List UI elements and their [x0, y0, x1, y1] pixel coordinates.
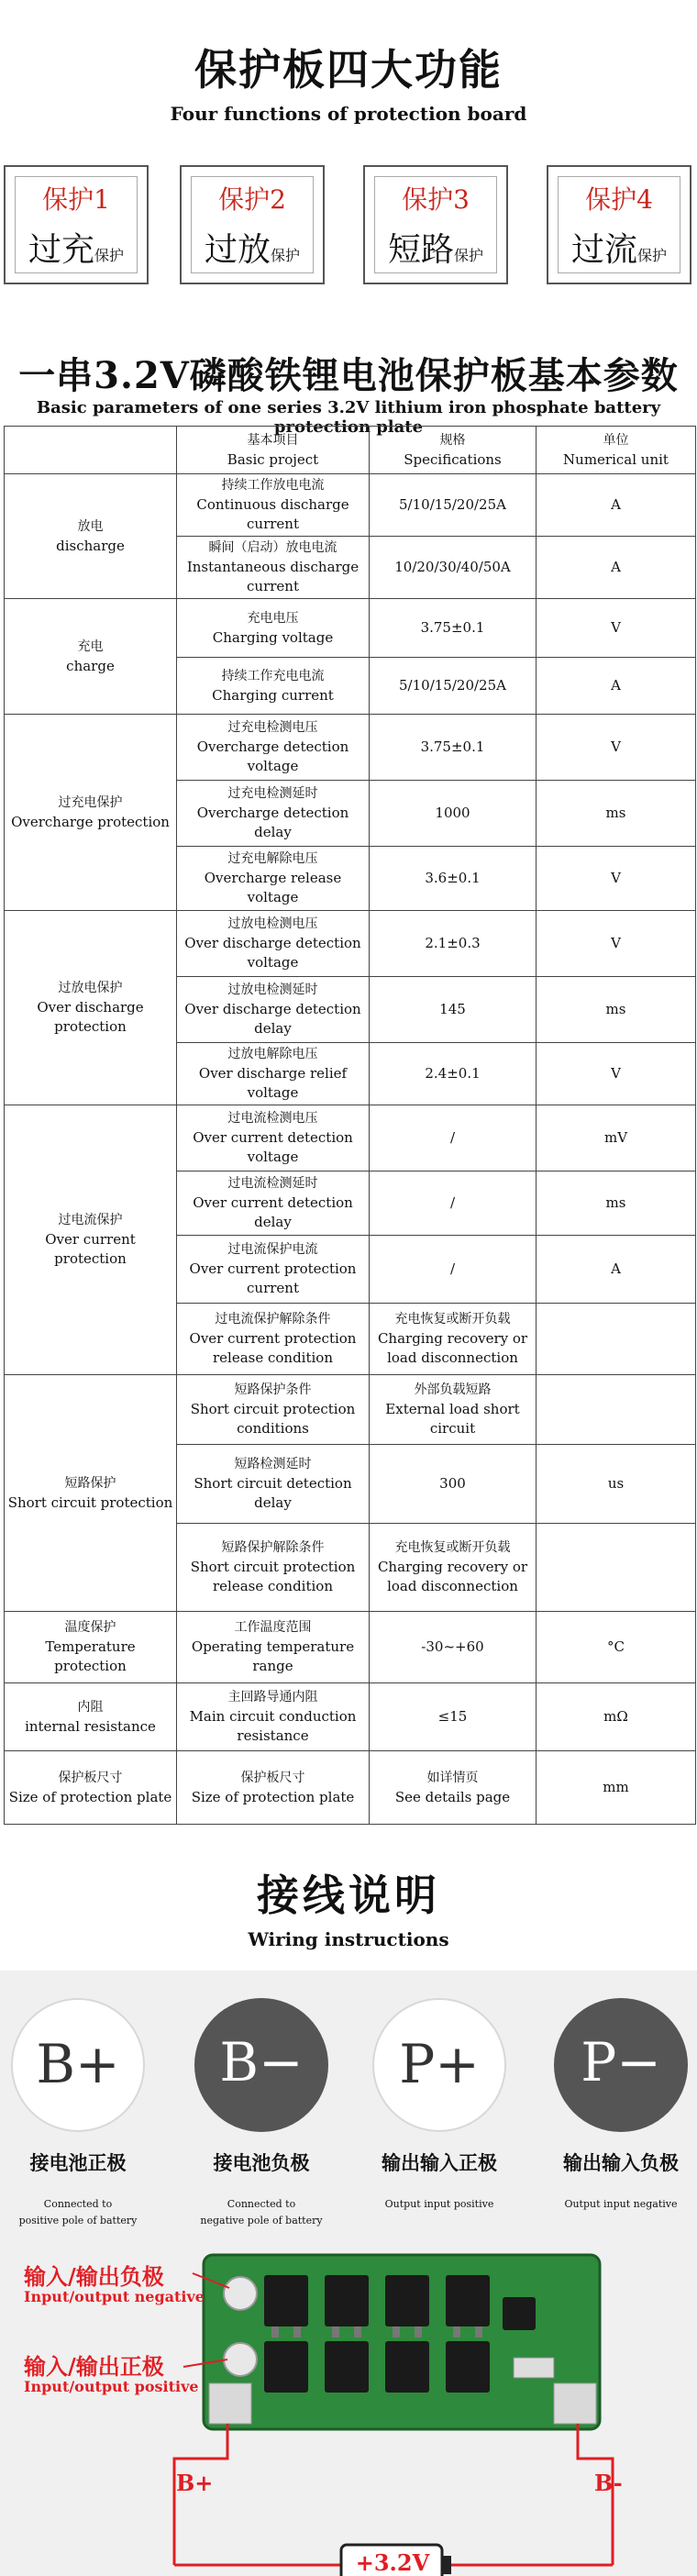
terminal-label: 输出输入正极	[382, 2151, 497, 2174]
table-row	[5, 1751, 696, 1825]
row-spec: 1000	[370, 781, 537, 847]
table-row	[5, 1612, 696, 1683]
page-subtitle: Four functions of protection board	[170, 103, 527, 125]
table-row	[5, 715, 696, 781]
row-unit: V	[537, 599, 696, 658]
row-item: 短路保护解除条件 Short circuit protection release condition	[177, 1524, 370, 1612]
terminal-label: 输出输入负极	[563, 2151, 679, 2174]
terminal-sub: Output input negative	[564, 2198, 678, 2210]
function-name: 过放保护	[204, 231, 301, 269]
function-number: 保护1	[42, 184, 110, 215]
row-unit: ms	[537, 1171, 696, 1236]
row-item: 短路检测延时 Short circuit detection delay	[177, 1445, 370, 1524]
row-spec: 300	[370, 1445, 537, 1524]
header-spec: 规格 Specifications	[370, 427, 537, 474]
row-unit: °C	[537, 1612, 696, 1683]
row-item: 保护板尺寸 Size of protection plate	[177, 1751, 370, 1825]
table-row	[5, 1683, 696, 1751]
function-number: 保护2	[218, 184, 286, 215]
pad-bplus	[209, 2383, 251, 2424]
pad-bminus	[554, 2383, 596, 2424]
row-spec: 145	[370, 977, 537, 1043]
row-spec: 10/20/30/40/50A	[370, 537, 537, 599]
group-shortcircuit: 短路保护 Short circuit protection	[5, 1375, 177, 1612]
row-unit: ms	[537, 781, 696, 847]
group-overcurrent: 过电流保护 Over current protection	[5, 1105, 177, 1375]
row-unit: ms	[537, 977, 696, 1043]
function-number: 保护3	[402, 184, 470, 215]
positive-label-en: Input/output positive	[24, 2378, 199, 2395]
row-spec: ≤15	[370, 1683, 537, 1751]
row-unit: V	[537, 1043, 696, 1105]
table-row	[5, 1375, 696, 1445]
row-unit: V	[537, 911, 696, 977]
wiring-title: 接线说明	[257, 1871, 440, 1920]
pad-positive	[224, 2343, 257, 2376]
row-item: 工作温度范围 Operating temperature range	[177, 1612, 370, 1683]
row-unit: A	[537, 1236, 696, 1304]
function-name: 过充保护	[28, 231, 125, 269]
row-spec: 充电恢复或断开负载 Charging recovery or load disconnection	[370, 1524, 537, 1612]
row-spec: 3.75±0.1	[370, 599, 537, 658]
row-unit: V	[537, 847, 696, 911]
row-item: 充电电压 Charging voltage	[177, 599, 370, 658]
row-item: 过电流检测延时 Over current detection delay	[177, 1171, 370, 1236]
row-spec: 外部负载短路 External load short circuit	[370, 1375, 537, 1445]
row-item: 过充电检测延时 Overcharge detection delay	[177, 781, 370, 847]
positive-label-cn: 输入/输出正极	[24, 2353, 164, 2380]
row-unit	[537, 1524, 696, 1612]
row-spec: /	[370, 1105, 537, 1171]
function-card-overcurrent	[547, 165, 691, 284]
terminal-pminus-icon: P−	[554, 1998, 688, 2132]
row-spec: 5/10/15/20/25A	[370, 658, 537, 715]
parameters-table	[4, 426, 696, 1825]
row-spec: 3.75±0.1	[370, 715, 537, 781]
group-overdischarge: 过放电保护 Over discharge protection	[5, 911, 177, 1105]
row-item: 短路保护条件 Short circuit protection conditions	[177, 1375, 370, 1445]
row-item: 持续工作放电电流 Continuous discharge current	[177, 474, 370, 537]
row-unit: mV	[537, 1105, 696, 1171]
params-subtitle: Basic parameters of one series 3.2V lithium iron phosphate battery protection plate	[36, 398, 661, 437]
header-unit: 单位 Numerical unit	[537, 427, 696, 474]
resistor	[514, 2358, 554, 2378]
table-row	[5, 911, 696, 977]
table-header-row	[5, 427, 696, 474]
row-item: 过放电解除电压 Over discharge relief voltage	[177, 1043, 370, 1105]
row-unit: A	[537, 658, 696, 715]
row-spec: -30~+60	[370, 1612, 537, 1683]
terminal-bplus-icon: B+	[11, 1998, 145, 2132]
terminal-label: 接电池负极	[213, 2151, 310, 2174]
wiring-subtitle: Wiring instructions	[248, 1928, 449, 1950]
row-item: 过充电检测电压 Overcharge detection voltage	[177, 715, 370, 781]
function-name: 短路保护	[387, 231, 484, 269]
row-unit: A	[537, 537, 696, 599]
negative-label-cn: 输入/输出负极	[24, 2263, 164, 2290]
function-name: 过流保护	[570, 231, 668, 269]
row-spec: 2.1±0.3	[370, 911, 537, 977]
terminal-bminus-icon: B−	[194, 1998, 328, 2132]
group-charge: 充电 charge	[5, 599, 177, 715]
control-ic	[503, 2297, 536, 2330]
row-item: 过电流保护电流 Over current protection current	[177, 1236, 370, 1304]
terminal-sub: Connected to positive pole of battery	[18, 2198, 138, 2226]
bplus-label: B+	[176, 2470, 214, 2496]
terminal-label: 接电池正极	[29, 2151, 127, 2174]
row-item: 主回路导通内阻 Main circuit conduction resistance	[177, 1683, 370, 1751]
terminal-sub: Output input positive	[384, 2198, 494, 2210]
header-project: 基本项目 Basic project	[177, 427, 370, 474]
row-item: 过电流检测电压 Over current detection voltage	[177, 1105, 370, 1171]
pad-negative	[224, 2277, 257, 2310]
battery-voltage-label: +3.2V	[355, 2549, 430, 2576]
row-item: 持续工作充电电流 Charging current	[177, 658, 370, 715]
row-unit	[537, 1375, 696, 1445]
table-row	[5, 599, 696, 658]
row-item: 瞬间（启动）放电电流 Instantaneous discharge current	[177, 537, 370, 599]
row-unit: mΩ	[537, 1683, 696, 1751]
page-title: 保护板四大功能	[194, 45, 503, 94]
params-title: 一串3.2V磷酸铁锂电池保护板基本参数	[18, 354, 679, 397]
row-item: 过放电检测延时 Over discharge detection delay	[177, 977, 370, 1043]
row-item: 过充电解除电压 Overcharge release voltage	[177, 847, 370, 911]
group-resistance: 内阻 internal resistance	[5, 1683, 177, 1751]
row-spec: 5/10/15/20/25A	[370, 474, 537, 537]
row-unit: mm	[537, 1751, 696, 1825]
row-spec: 3.6±0.1	[370, 847, 537, 911]
negative-label-en: Input/output negative	[24, 2288, 205, 2305]
row-item: 过电流保护解除条件 Over current protection release condition	[177, 1304, 370, 1375]
function-number: 保护4	[585, 184, 653, 215]
row-spec: 充电恢复或断开负载 Charging recovery or load disconnection	[370, 1304, 537, 1375]
row-unit: V	[537, 715, 696, 781]
function-card-shortcircuit	[363, 165, 508, 284]
bminus-label: B-	[594, 2470, 623, 2496]
header-empty	[5, 427, 177, 474]
row-item: 过放电检测电压 Over discharge detection voltage	[177, 911, 370, 977]
row-spec: 如详情页 See details page	[370, 1751, 537, 1825]
table-row	[5, 1105, 696, 1171]
row-spec: /	[370, 1236, 537, 1304]
group-temperature: 温度保护 Temperature protection	[5, 1612, 177, 1683]
row-unit: us	[537, 1445, 696, 1524]
function-card-overcharge	[4, 165, 149, 284]
terminal-sub: Connected to negative pole of battery	[200, 2198, 323, 2226]
terminal-pplus-icon: P+	[372, 1998, 506, 2132]
row-unit: A	[537, 474, 696, 537]
row-spec: 2.4±0.1	[370, 1043, 537, 1105]
table-row	[5, 474, 696, 537]
group-size: 保护板尺寸 Size of protection plate	[5, 1751, 177, 1825]
group-discharge: 放电 discharge	[5, 474, 177, 599]
function-card-overdischarge	[180, 165, 325, 284]
group-overcharge: 过充电保护 Overcharge protection	[5, 715, 177, 911]
row-spec: /	[370, 1171, 537, 1236]
row-unit	[537, 1304, 696, 1375]
